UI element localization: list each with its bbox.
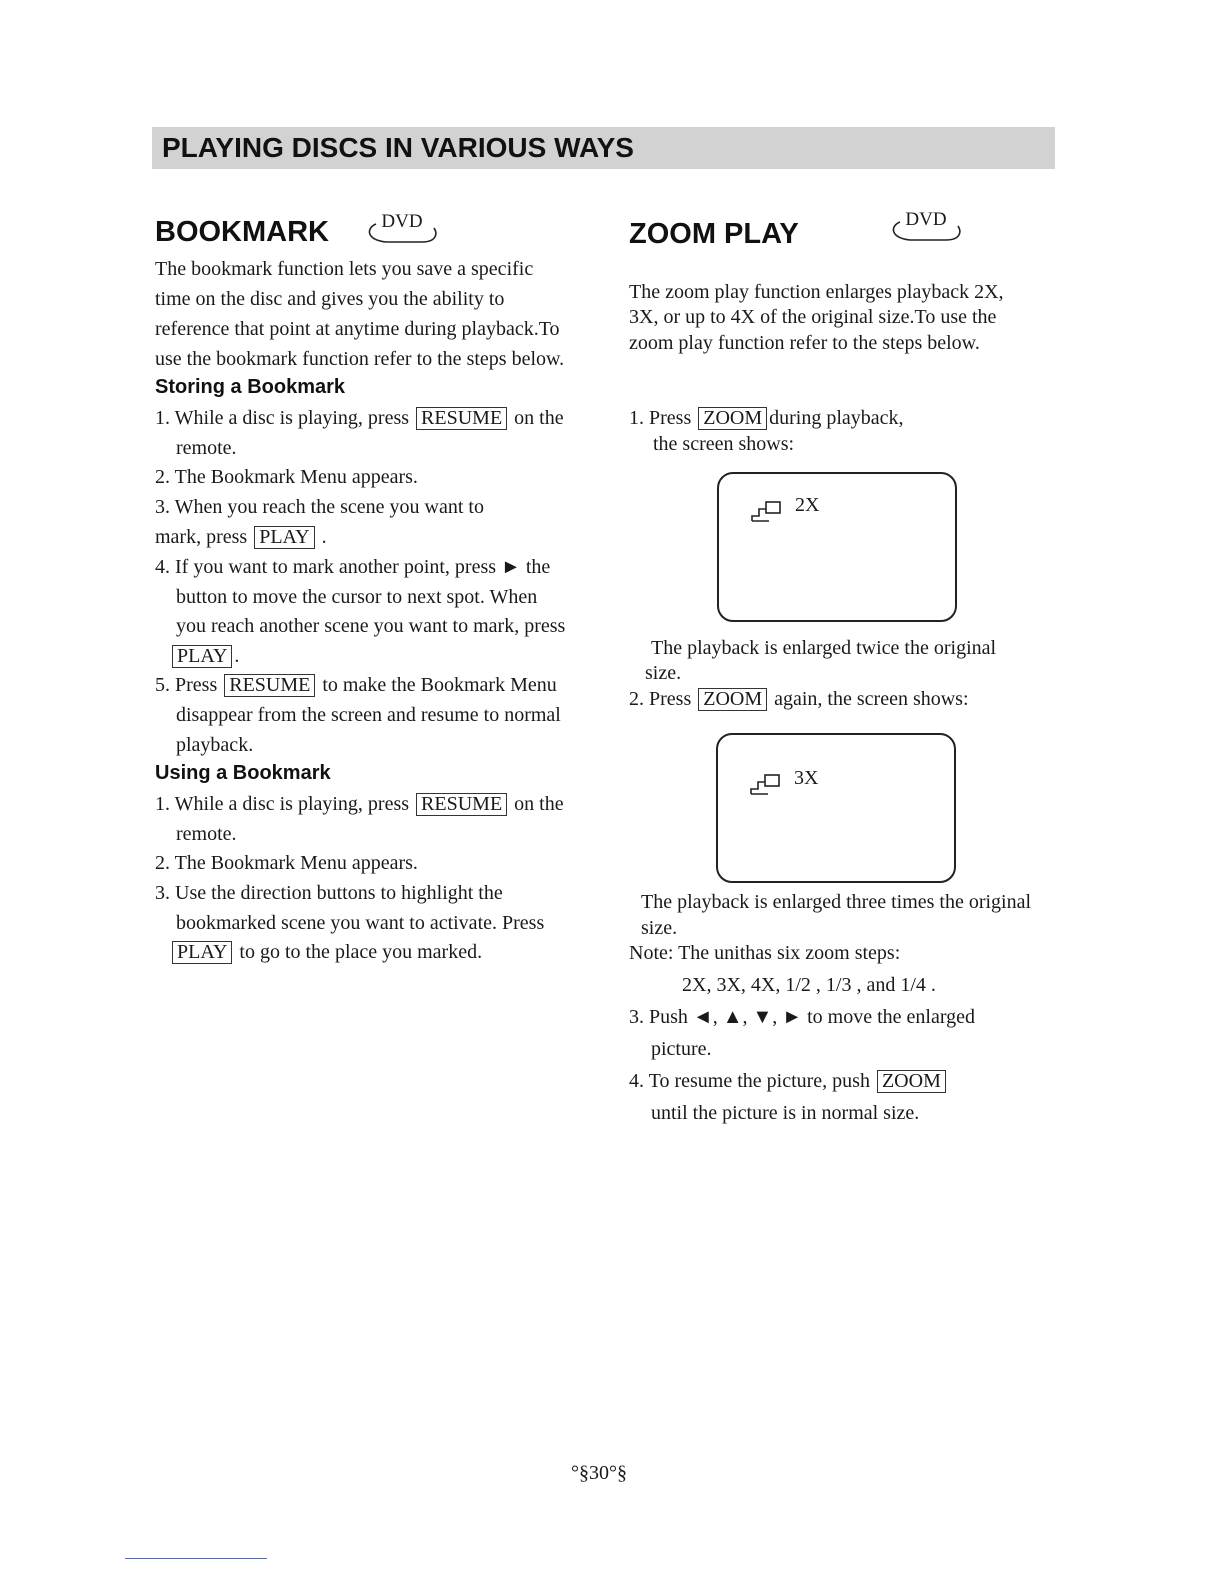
using-step-1 bbox=[155, 791, 564, 817]
storing-step-3: 3. When you reach the scene you want to bbox=[155, 496, 484, 518]
zoom-caption-1: The playback is enlarged twice the original bbox=[651, 637, 997, 659]
right-arrow-icon: ► bbox=[501, 556, 521, 578]
zoom-key: ZOOM bbox=[698, 688, 767, 711]
step-text: on the bbox=[514, 407, 564, 429]
storing-step-4-cont: button to move the cursor to next spot. When bbox=[176, 586, 538, 608]
right-arrow-icon: ► bbox=[782, 1006, 803, 1028]
step-text: during playback, bbox=[769, 407, 904, 429]
dvd-badge-icon bbox=[364, 212, 444, 248]
zoom-key: ZOOM bbox=[877, 1070, 946, 1093]
step-text: 5. Press bbox=[155, 674, 218, 696]
storing-step-4 bbox=[155, 554, 550, 580]
zoom-step-3 bbox=[629, 1004, 975, 1030]
step-text: 3. Push bbox=[629, 1006, 688, 1028]
footer-rule bbox=[125, 1558, 267, 1559]
step-text: . bbox=[321, 526, 327, 548]
bookmark-intro-line: use the bookmark function refer to the steps below. bbox=[155, 348, 565, 370]
zoom-caption-2: The playback is enlarged three times the original bbox=[641, 891, 1032, 913]
zoom-note: Note: The unithas six zoom steps: bbox=[629, 942, 901, 964]
using-heading: Using a Bookmark bbox=[155, 762, 331, 784]
zoom-icon bbox=[749, 500, 785, 524]
step-text: 4. If you want to mark another point, press bbox=[155, 556, 497, 578]
step-text: 1. While a disc is playing, press bbox=[155, 407, 410, 429]
zoom-key: ZOOM bbox=[698, 407, 767, 430]
page-number: °§30°§ bbox=[571, 1462, 627, 1484]
step-text: . bbox=[234, 645, 240, 667]
bookmark-title: BOOKMARK bbox=[155, 216, 329, 248]
resume-key: RESUME bbox=[416, 793, 507, 816]
bookmark-intro-line: time on the disc and gives you the ability to bbox=[155, 288, 505, 310]
section-banner: PLAYING DISCS IN VARIOUS WAYS bbox=[152, 127, 1055, 169]
storing-step-4-cont bbox=[170, 643, 239, 669]
storing-step-5-cont: disappear from the screen and resume to normal bbox=[176, 704, 561, 726]
separator: , bbox=[712, 1006, 718, 1028]
tv-screen-2x bbox=[717, 472, 957, 622]
storing-step-1 bbox=[155, 405, 564, 431]
storing-step-1-cont: remote. bbox=[176, 437, 237, 459]
using-step-1-cont: remote. bbox=[176, 823, 237, 845]
zoom-step-1-cont: the screen shows: bbox=[653, 433, 795, 455]
zoom-level-label: 2X bbox=[795, 494, 820, 516]
step-text: the bbox=[525, 556, 551, 578]
storing-heading: Storing a Bookmark bbox=[155, 376, 346, 398]
step-text: 1. Press bbox=[629, 407, 692, 429]
zoom-step-3-cont: picture. bbox=[651, 1038, 712, 1060]
step-text: 1. While a disc is playing, press bbox=[155, 793, 410, 815]
play-key: PLAY bbox=[172, 645, 232, 668]
bookmark-intro-line: The bookmark function lets you save a specific bbox=[155, 258, 534, 280]
step-text: mark, press bbox=[155, 526, 248, 548]
zoom-step-4-cont: until the picture is in normal size. bbox=[651, 1102, 920, 1124]
step-text: to go to the place you marked. bbox=[239, 941, 483, 963]
step-text: again, the screen shows: bbox=[774, 688, 969, 710]
using-step-3-cont: bookmarked scene you want to activate. Press bbox=[176, 912, 545, 934]
storing-step-5 bbox=[155, 672, 557, 698]
separator: , bbox=[772, 1006, 778, 1028]
step-text: 2. Press bbox=[629, 688, 692, 710]
step-text: on the bbox=[514, 793, 564, 815]
zoom-step-4 bbox=[629, 1068, 948, 1094]
using-step-3: 3. Use the direction buttons to highlight the bbox=[155, 882, 503, 904]
dvd-badge-icon bbox=[888, 210, 968, 246]
using-step-2: 2. The Bookmark Menu appears. bbox=[155, 852, 418, 874]
zoom-caption-1-cont: size. bbox=[645, 662, 682, 684]
zoom-level-label: 3X bbox=[794, 767, 819, 789]
storing-step-4-cont: you reach another scene you want to mark, press bbox=[176, 615, 566, 637]
storing-step-3-cont bbox=[155, 524, 327, 550]
zoom-step-2 bbox=[629, 686, 969, 712]
resume-key: RESUME bbox=[416, 407, 507, 430]
step-text: 4. To resume the picture, push bbox=[629, 1070, 870, 1092]
zoom-caption-2-cont: size. bbox=[641, 917, 678, 939]
storing-step-2: 2. The Bookmark Menu appears. bbox=[155, 466, 418, 488]
using-step-3-cont bbox=[170, 939, 482, 965]
zoom-intro-line: The zoom play function enlarges playback 2X, bbox=[629, 281, 1004, 303]
resume-key: RESUME bbox=[224, 674, 315, 697]
step-text: to move the enlarged bbox=[807, 1006, 976, 1028]
step-text: to make the Bookmark Menu bbox=[322, 674, 557, 696]
up-arrow-icon: ▲ bbox=[722, 1006, 743, 1028]
storing-step-5-cont: playback. bbox=[176, 734, 254, 756]
zoom-intro-line: zoom play function refer to the steps below. bbox=[629, 332, 980, 354]
zoom-step-1 bbox=[629, 405, 904, 431]
zoom-steps-list: 2X, 3X, 4X, 1/2 , 1/3 , and 1/4 . bbox=[682, 974, 936, 996]
dvd-badge-label: DVD bbox=[905, 209, 947, 230]
down-arrow-icon: ▼ bbox=[752, 1006, 773, 1028]
bookmark-intro-line: reference that point at anytime during playback.To bbox=[155, 318, 560, 340]
left-arrow-icon: ◄ bbox=[692, 1006, 713, 1028]
zoom-intro-line: 3X, or up to 4X of the original size.To use the bbox=[629, 306, 997, 328]
zoom-title: ZOOM PLAY bbox=[629, 218, 799, 250]
play-key: PLAY bbox=[172, 941, 232, 964]
dvd-badge-label: DVD bbox=[381, 211, 423, 232]
tv-screen-3x bbox=[716, 733, 956, 883]
separator: , bbox=[742, 1006, 748, 1028]
zoom-icon bbox=[748, 773, 784, 797]
play-key: PLAY bbox=[254, 526, 314, 549]
